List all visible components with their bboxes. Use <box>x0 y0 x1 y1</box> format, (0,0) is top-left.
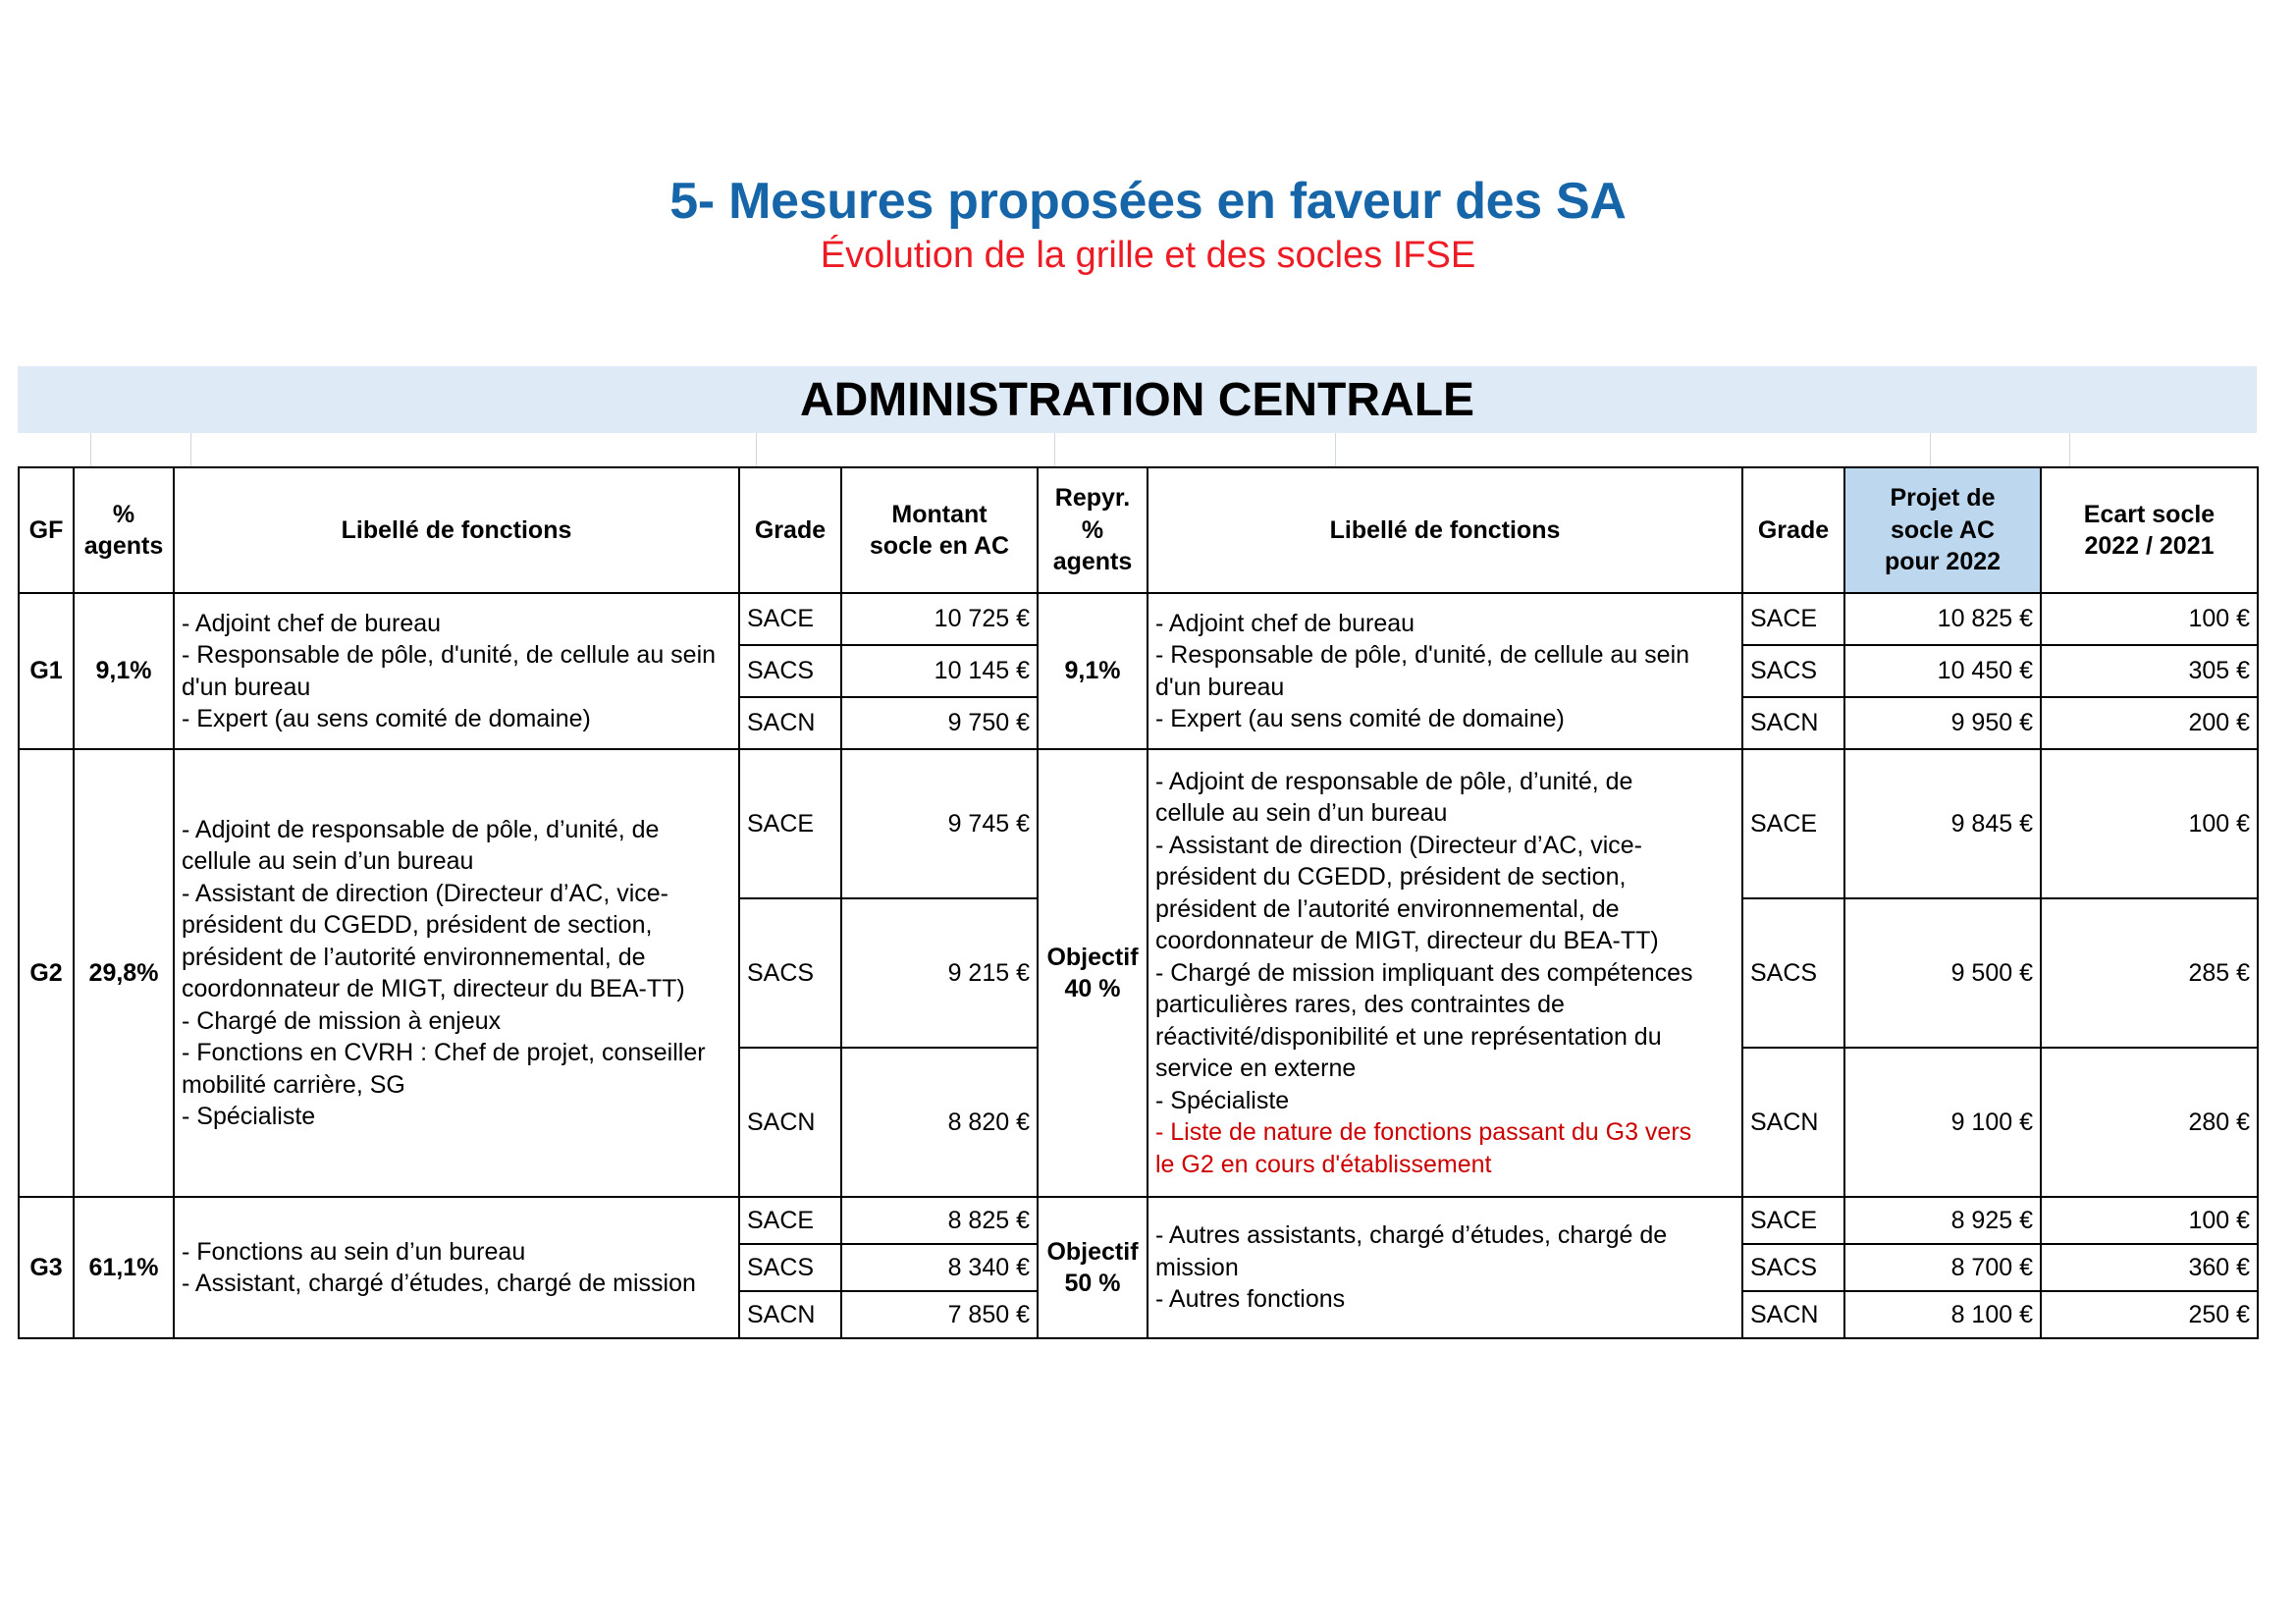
cell-libelle-right <box>1148 593 1742 749</box>
libelle-line: - Responsable de pôle, d'unité, de cellule au sein <box>182 641 717 669</box>
libelle-line: d'un bureau <box>1155 673 1285 701</box>
cell-projet-socle: 9 950 € <box>1844 697 2041 749</box>
libelle-line: - Responsable de pôle, d'unité, de cellule au sein <box>1155 641 1690 669</box>
cell-montant-socle: 7 850 € <box>841 1291 1038 1338</box>
cell-projet-socle: 8 100 € <box>1844 1291 2041 1338</box>
cell-projet-socle: 9 100 € <box>1844 1048 2041 1197</box>
table-header-row <box>19 467 2258 593</box>
libelle-line: président de l’autorité environnemental, de <box>182 943 646 971</box>
cell-grade-left: SACS <box>739 645 841 697</box>
cell-projet-socle: 10 825 € <box>1844 593 2041 645</box>
col-header-grade-left: Grade <box>739 467 841 593</box>
libelle-line: particulières rares, des contraintes de <box>1155 991 1565 1019</box>
libelle-line: service en externe <box>1155 1055 1357 1083</box>
cell-pct-agents: 61,1% <box>74 1197 174 1338</box>
page-subtitle: Évolution de la grille et des socles IFSE <box>820 234 1476 276</box>
cell-repyr: Objectif 40 % <box>1038 749 1148 1197</box>
cell-ecart-socle: 100 € <box>2041 749 2258 898</box>
cell-gf: G3 <box>19 1197 74 1338</box>
libelle-line: mobilité carrière, SG <box>182 1070 405 1099</box>
libelle-line: coordonnateur de MIGT, directeur du BEA-TT) <box>1155 927 1659 955</box>
libelle-line: - Chargé de mission à enjeux <box>182 1006 502 1035</box>
cell-grade-left: SACN <box>739 1048 841 1197</box>
cell-pct-agents: 9,1% <box>74 593 174 749</box>
cell-grade-right: SACN <box>1742 1291 1844 1338</box>
cell-grade-left: SACN <box>739 1291 841 1338</box>
cell-montant-socle: 9 750 € <box>841 697 1038 749</box>
cell-libelle-left <box>174 1197 739 1338</box>
libelle-line: - Adjoint de responsable de pôle, d’unité, de <box>182 815 660 843</box>
cell-ecart-socle: 305 € <box>2041 645 2258 697</box>
title-block <box>0 175 2296 275</box>
col-header-projet-socle <box>1844 467 2041 593</box>
libelle-line: - Assistant, chargé d’études, chargé de mission <box>182 1270 696 1297</box>
libelle-line: coordonnateur de MIGT, directeur du BEA-TT) <box>182 975 685 1002</box>
section-banner-label: ADMINISTRATION CENTRALE <box>799 373 1475 426</box>
col-header-projet-line1: Projet de <box>1890 484 1996 513</box>
cell-grade-right: SACS <box>1742 898 1844 1048</box>
section-banner <box>18 366 2257 433</box>
col-header-repyr <box>1038 467 1148 593</box>
col-header-libelle-right: Libellé de fonctions <box>1148 467 1742 593</box>
cell-libelle-right <box>1148 1197 1742 1338</box>
libelle-line: - Spécialiste <box>182 1103 316 1130</box>
libelle-line: président du CGEDD, président de section, <box>182 911 653 939</box>
col-header-pct-agents <box>74 467 174 593</box>
cell-grade-left: SACS <box>739 1244 841 1291</box>
ifse-grid-table <box>18 466 2259 1339</box>
libelle-line: - Assistant de direction (Directeur d’AC, vice- <box>182 879 669 907</box>
col-header-libelle-left: Libellé de fonctions <box>174 467 739 593</box>
libelle-line: d'un bureau <box>182 673 311 701</box>
col-header-repyr-line1: Repyr. % <box>1054 484 1131 544</box>
cell-repyr: 9,1% <box>1038 593 1148 749</box>
libelle-line: - Assistant de direction (Directeur d’AC, vice- <box>1155 831 1643 859</box>
libelle-line: - Spécialiste <box>1155 1086 1290 1114</box>
libelle-line: - Adjoint de responsable de pôle, d’unité, de <box>1155 767 1633 795</box>
libelle-line: le G2 en cours d'établissement <box>1155 1150 1492 1178</box>
cell-montant-socle: 8 820 € <box>841 1048 1038 1197</box>
cell-grade-right: SACN <box>1742 697 1844 749</box>
cell-ecart-socle: 250 € <box>2041 1291 2258 1338</box>
cell-grade-left: SACS <box>739 898 841 1048</box>
libelle-line: - Chargé de mission impliquant des compétences <box>1155 958 1693 987</box>
col-header-ecart-line1: Ecart socle <box>2083 500 2216 528</box>
cell-ecart-socle: 100 € <box>2041 593 2258 645</box>
cell-repyr: Objectif 50 % <box>1038 1197 1148 1338</box>
col-header-montant-socle <box>841 467 1038 593</box>
cell-projet-socle: 10 450 € <box>1844 645 2041 697</box>
libelle-line: président du CGEDD, président de section, <box>1155 863 1627 892</box>
cell-montant-socle: 10 145 € <box>841 645 1038 697</box>
col-header-ecart-socle <box>2041 467 2258 593</box>
cell-libelle-left <box>174 593 739 749</box>
col-header-montant-line1: Montant <box>891 500 988 528</box>
col-header-repyr-line2: agents <box>1052 548 1133 576</box>
cell-ecart-socle: 360 € <box>2041 1244 2258 1291</box>
libelle-line: - Autres assistants, chargé d’études, chargé de <box>1155 1221 1668 1250</box>
libelle-line: président de l’autorité environnemental, de <box>1155 894 1620 923</box>
col-header-montant-line2: socle en AC <box>869 532 1010 560</box>
libelle-line: cellule au sein d’un bureau <box>1155 799 1448 828</box>
table-body <box>19 593 2258 1338</box>
cell-ecart-socle: 285 € <box>2041 898 2258 1048</box>
col-header-pct-agents-line2: agents <box>83 532 164 560</box>
cell-projet-socle: 8 700 € <box>1844 1244 2041 1291</box>
cell-projet-socle: 8 925 € <box>1844 1197 2041 1244</box>
col-header-projet-line3: pour 2022 <box>1884 548 2002 576</box>
libelle-line: - Fonctions en CVRH : Chef de projet, conseiller <box>182 1039 706 1066</box>
cell-montant-socle: 9 215 € <box>841 898 1038 1048</box>
cell-montant-socle: 8 340 € <box>841 1244 1038 1291</box>
cell-montant-socle: 9 745 € <box>841 749 1038 898</box>
cell-grade-left: SACN <box>739 697 841 749</box>
libelle-line: - Adjoint chef de bureau <box>182 609 442 637</box>
col-header-grade-right: Grade <box>1742 467 1844 593</box>
cell-ecart-socle: 100 € <box>2041 1197 2258 1244</box>
cell-grade-right: SACS <box>1742 645 1844 697</box>
cell-gf: G2 <box>19 749 74 1197</box>
libelle-line: - Liste de nature de fonctions passant du G3 vers <box>1155 1118 1692 1147</box>
cell-grade-right: SACE <box>1742 1197 1844 1244</box>
cell-grade-left: SACE <box>739 593 841 645</box>
libelle-line: mission <box>1155 1253 1239 1281</box>
cell-grade-right: SACN <box>1742 1048 1844 1197</box>
libelle-line: - Expert (au sens comité de domaine) <box>182 705 591 732</box>
col-header-gf: GF <box>19 467 74 593</box>
col-header-ecart-line2: 2022 / 2021 <box>2084 532 2215 560</box>
cell-grade-right: SACS <box>1742 1244 1844 1291</box>
libelle-line: - Fonctions au sein d’un bureau <box>182 1237 526 1266</box>
col-header-pct-agents-line1: % <box>112 500 135 528</box>
cell-projet-socle: 9 500 € <box>1844 898 2041 1048</box>
libelle-line: - Adjoint chef de bureau <box>1155 609 1415 637</box>
cell-gf: G1 <box>19 593 74 749</box>
cell-grade-right: SACE <box>1742 593 1844 645</box>
cell-montant-socle: 8 825 € <box>841 1197 1038 1244</box>
cell-pct-agents: 29,8% <box>74 749 174 1197</box>
cell-montant-socle: 10 725 € <box>841 593 1038 645</box>
table-row <box>19 749 2258 898</box>
libelle-line: - Autres fonctions <box>1155 1285 1346 1314</box>
cell-grade-left: SACE <box>739 1197 841 1244</box>
cell-grade-left: SACE <box>739 749 841 898</box>
table-row <box>19 593 2258 645</box>
col-header-projet-line2: socle AC <box>1890 515 1996 544</box>
libelle-line: cellule au sein d’un bureau <box>182 847 474 875</box>
libelle-line: réactivité/disponibilité et une représentation du <box>1155 1022 1662 1051</box>
table-top-spacer <box>18 433 2257 466</box>
cell-ecart-socle: 280 € <box>2041 1048 2258 1197</box>
cell-grade-right: SACE <box>1742 749 1844 898</box>
page-title: 5- Mesures proposées en faveur des SA <box>669 173 1627 230</box>
cell-libelle-left <box>174 749 739 1197</box>
cell-ecart-socle: 200 € <box>2041 697 2258 749</box>
table-row <box>19 1197 2258 1244</box>
cell-libelle-right <box>1148 749 1742 1197</box>
cell-projet-socle: 9 845 € <box>1844 749 2041 898</box>
libelle-line: - Expert (au sens comité de domaine) <box>1155 705 1565 732</box>
